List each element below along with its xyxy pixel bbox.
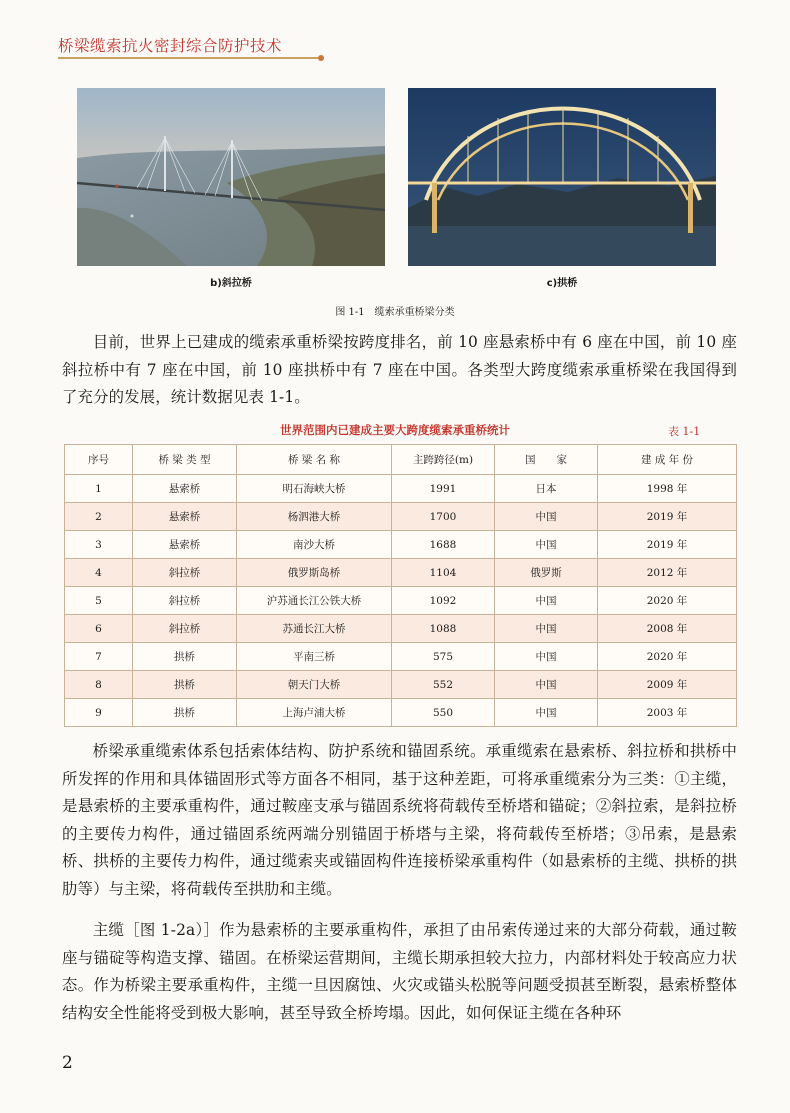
header-ornament-dot [318,55,324,61]
table-cell: 苏通长江大桥 [237,615,392,643]
table-cell: 1688 [392,531,495,559]
table-cell: 中国 [495,531,598,559]
table-cell: 5 [65,587,133,615]
table-cell: 中国 [495,615,598,643]
table-row [65,699,737,727]
arch-bridge-photo [408,88,716,266]
table-cell: 明石海峡大桥 [237,475,392,503]
table-cell: 2019 年 [598,503,737,531]
column-header: 建 成 年 份 [598,445,737,475]
table-cell: 2020 年 [598,587,737,615]
table-cell: 2019 年 [598,531,737,559]
table-cell: 中国 [495,699,598,727]
table-cell: 斜拉桥 [133,587,237,615]
table-cell: 斜拉桥 [133,615,237,643]
table-cell: 9 [65,699,133,727]
table-cell: 上海卢浦大桥 [237,699,392,727]
table-number: 表 1-1 [668,425,701,438]
table-cell: 斜拉桥 [133,559,237,587]
table-cell: 南沙大桥 [237,531,392,559]
table-cell: 552 [392,671,495,699]
table-cell: 悬索桥 [133,531,237,559]
table-cell: 2009 年 [598,671,737,699]
table-cell: 中国 [495,503,598,531]
table-cell: 1991 [392,475,495,503]
body-paragraph-1: 目前，世界上已建成的缆索承重桥梁按跨度排名，前 10 座悬索桥中有 6 座在中国，前 10 座斜拉桥中有 7 座在中国，前 10 座拱桥中有 7 座在中国。各类型大跨度缆索承重桥梁在我国得到了充分的发展，统计数据见表 1-1。 [62,333,737,406]
table-row [65,475,737,503]
table-row [65,587,737,615]
table-cell: 中国 [495,587,598,615]
table-cell: 4 [65,559,133,587]
table-cell: 日本 [495,475,598,503]
table-cell: 3 [65,531,133,559]
table-cell: 1998 年 [598,475,737,503]
table-cell: 2 [65,503,133,531]
table-cell: 2003 年 [598,699,737,727]
column-header: 国 家 [495,445,598,475]
table-cell: 中国 [495,643,598,671]
column-header: 桥 梁 名 称 [237,445,392,475]
table-cell: 1088 [392,615,495,643]
table-cell: 朝天门大桥 [237,671,392,699]
table-cell: 沪苏通长江公铁大桥 [237,587,392,615]
running-header: 桥梁缆索抗火密封综合防护技术 [58,37,283,55]
column-header: 桥 梁 类 型 [133,445,237,475]
body-paragraph-3: 主缆［图 1-2a）］作为悬索桥的主要承重构件，承担了由吊索传递过来的大部分荷载，通过鞍座与锚碇等构造支撑、锚固。在桥梁运营期间，主缆长期承担较大拉力，内部材料处于较高应力状态。作为桥梁主要承重构件，主缆一旦因腐蚀、火灾或锚头松脱等问题受损甚至断裂，悬索桥整体结构安全性能将受到极大影响，甚至导致全桥垮塌。因此，如何保证主缆在各种环 [62,921,737,1022]
table-row [65,615,737,643]
table-cell: 8 [65,671,133,699]
table-cell: 悬索桥 [133,475,237,503]
table-cell: 6 [65,615,133,643]
table-cell: 1700 [392,503,495,531]
table-row [65,643,737,671]
table-cell: 575 [392,643,495,671]
table-cell: 1104 [392,559,495,587]
table-cell: 550 [392,699,495,727]
header-rule [58,57,320,59]
table-row [65,531,737,559]
table-body [65,475,737,727]
table-cell: 俄罗斯 [495,559,598,587]
table-row [65,503,737,531]
body-paragraph-2: 桥梁承重缆索体系包括索体结构、防护系统和锚固系统。承重缆索在悬索桥、斜拉桥和拱桥中所发挥的作用和具体锚固形式等方面各不相同，基于这种差距，可将承重缆索分为三类：①主缆，是悬索桥的主要承重构件，通过鞍座支承与锚固系统将荷载传至桥塔和锚碇；②斜拉索，是斜拉桥的主要传力构件，通过锚固系统两端分别锚固于桥塔与主梁，将荷载传至桥塔；③吊索，是悬索桥、拱桥的主要传力构件，通过缆索夹或锚固构件连接桥梁承重构件（如悬索桥的主缆、拱桥的拱肋等）与主梁，将荷载传至拱肋和主缆。 [62,742,737,898]
table-cell: 平南三桥 [237,643,392,671]
table-row [65,671,737,699]
table-cell: 2008 年 [598,615,737,643]
table-cell: 中国 [495,671,598,699]
table-row [65,559,737,587]
column-header: 主跨跨径(m) [392,445,495,475]
figure-caption: 图 1-1 缆索承重桥梁分类 [335,307,455,318]
table-cell: 7 [65,643,133,671]
column-header: 序号 [65,445,133,475]
table-header-row [65,445,737,475]
table-cell: 杨泗港大桥 [237,503,392,531]
table-cell: 拱桥 [133,671,237,699]
table-cell: 拱桥 [133,699,237,727]
cable-stayed-bridge-photo [77,88,385,266]
bridge-statistics-table [64,444,737,727]
table-title: 世界范围内已建成主要大跨度缆索承重桥统计 [280,423,510,437]
photo-label-arch: c)拱桥 [546,278,578,289]
table-cell: 2020 年 [598,643,737,671]
table-cell: 1092 [392,587,495,615]
photo-label-cable-stayed: b)斜拉桥 [210,278,252,289]
table-cell: 1 [65,475,133,503]
table-cell: 悬索桥 [133,503,237,531]
table-cell: 拱桥 [133,643,237,671]
page-number: 2 [62,1053,73,1073]
table-cell: 2012 年 [598,559,737,587]
table-cell: 俄罗斯岛桥 [237,559,392,587]
